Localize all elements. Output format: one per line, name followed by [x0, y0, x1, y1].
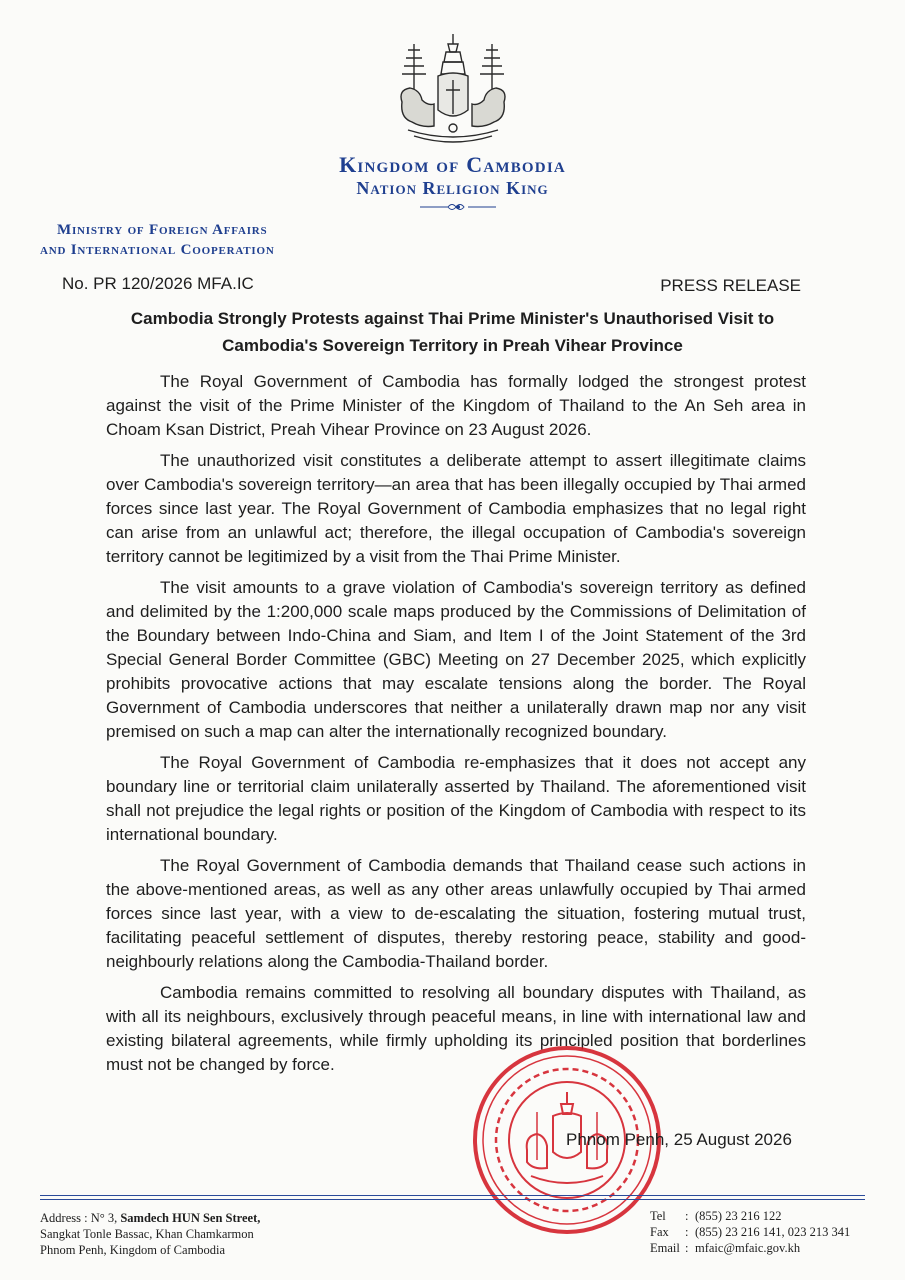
place-and-date: Phnom Penh, 25 August 2026 — [566, 1130, 792, 1149]
press-release-body — [106, 370, 806, 1084]
body-paragraph: The unauthorized visit constitutes a deliberate attempt to assert illegitimate claims over Cambodia's sovereign territory—an area that has been illegally occupied by Thai armed forces since last year. The Royal Government of Cambodia emphasizes that no legal right can arise from an unlawful act; therefore, the illegal occupation of Cambodia's sovereign territory cannot be legitimized by a visit from the Thai Prime Minister. — [106, 451, 806, 566]
ornamental-divider-icon — [418, 201, 498, 213]
national-motto: Nation Religion King — [356, 178, 549, 198]
kingdom-heading: Kingdom of Cambodia — [339, 152, 566, 177]
address-label: Address : N° 3, — [40, 1211, 121, 1225]
tel-value: (855) 23 216 122 — [695, 1209, 782, 1223]
body-paragraph: The visit amounts to a grave violation of Cambodia's sovereign territory as defined and delimited by the 1:200,000 scale maps produced by the Commissions of Delimitation of the Boundary between Indo-China and Siam, and Item I of the Joint Statement of the 3rd Special General Border Committee (GBC) Meeting on 27 December 2025, which explicitly prohibits provocative actions that may escalate tensions along the border. The Royal Government of Cambodia underscores that neither a unilaterally drawn map nor any visit premised on such a map can alter the internationally recognized boundary. — [106, 578, 806, 741]
footer-divider — [40, 1195, 865, 1196]
address-line-1 — [40, 1210, 260, 1226]
email-label: Email — [650, 1241, 680, 1255]
fax-label: Fax — [650, 1225, 669, 1239]
body-paragraph: The Royal Government of Cambodia has formally lodged the strongest protest against the visit of the Prime Minister of the Kingdom of Thailand to the An Seh area in Choam Ksan District, Preah Vihear Province on 23 August 2026. — [106, 372, 806, 439]
footer-address — [40, 1210, 260, 1258]
tel-label: Tel — [650, 1209, 666, 1223]
ministry-name — [40, 220, 275, 260]
title-line-2: Cambodia's Sovereign Territory in Preah Vihear Province — [222, 336, 683, 355]
title-line-1: Cambodia Strongly Protests against Thai Prime Minister's Unauthorised Visit to — [130, 309, 775, 328]
press-release-title — [60, 305, 845, 359]
fax-value: (855) 23 216 141, 023 213 341 — [695, 1225, 851, 1239]
ministry-line-2: and International Cooperation — [40, 242, 275, 258]
email-link[interactable]: mfaic@mfaic.gov.kh — [695, 1241, 801, 1255]
body-paragraph: The Royal Government of Cambodia demands that Thailand cease such actions in the above-mentioned areas, as well as any other areas unlawfully occupied by Thai armed forces since last year, with a view to de-escalating the situation, fostering mutual trust, facilitating peaceful settlement of disputes, thereby restoring peace, stability and good-neighbourly relations along the Cambodia-Thailand border. — [106, 856, 806, 971]
body-paragraph: The Royal Government of Cambodia re-emphasizes that it does not accept any boundary line or territorial claim unilaterally asserted by Thailand. The aforementioned visit shall not prejudice the legal rights or position of the Kingdom of Cambodia with respect to its international boundary. — [106, 753, 806, 844]
reference-number: No. PR 120/2026 MFA.IC — [62, 274, 254, 293]
ministry-line-1: Ministry of Foreign Affairs — [57, 222, 268, 238]
footer-divider — [40, 1199, 865, 1200]
contact-fax: Fax : (855) 23 216 141, 023 213 341 — [650, 1225, 851, 1239]
contact-email: Email : mfaic@mfaic.gov.kh — [650, 1241, 801, 1255]
document-type: PRESS RELEASE — [660, 276, 801, 295]
body-paragraph: Cambodia remains committed to resolving all boundary disputes with Thailand, as with all its neighbours, exclusively through peaceful means, in line with international law and existing bilateral agreements, while firmly upholding its principled position that borderlines must not be changed by force. — [106, 983, 806, 1074]
contact-tel: Tel : (855) 23 216 122 — [650, 1209, 782, 1223]
footer-contact — [650, 1208, 850, 1256]
address-line-3: Phnom Penh, Kingdom of Cambodia — [40, 1243, 226, 1257]
address-line-2: Sangkat Tonle Bassac, Khan Chamkarmon — [40, 1227, 254, 1241]
royal-coat-of-arms-icon — [388, 30, 518, 148]
address-street: Samdech HUN Sen Street, — [120, 1211, 261, 1225]
